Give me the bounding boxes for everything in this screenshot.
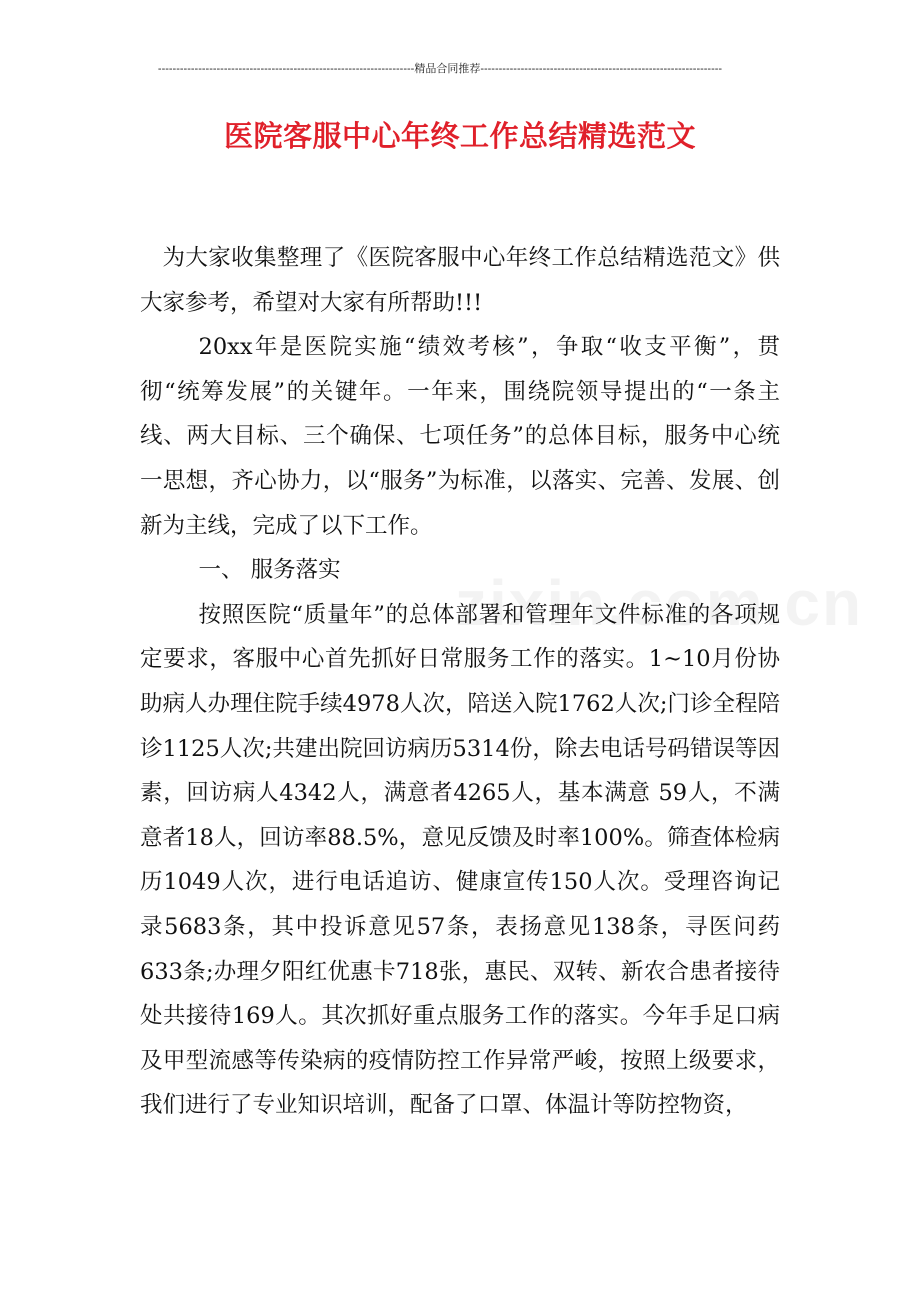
body-paragraph: 20xx年是医院实施“绩效考核”，争取“收支平衡”，贯彻“统筹发展”的关键年。一年来，围绕院领导提出的“一条主线、两大目标、三个确保、七项任务”的总体目标，服务中心统一思想，齐心协力，以“服务”为标准，以落实、完善、发展、创新为主线，完成了以下工作。 <box>140 334 780 539</box>
document-title: 医院客服中心年终工作总结精选范文 <box>223 119 696 153</box>
intro-paragraph: 为大家收集整理了《医院客服中心年终工作总结精选范文》供大家参考，希望对大家有所帮助!!! <box>140 245 780 316</box>
section-heading: 一、 服务落实 <box>198 557 341 584</box>
header-banner: ----------------------------------------------------------------------精品合同推荐------------------------------------------------------------------ <box>157 63 723 75</box>
body-paragraph: 按照医院“质量年”的总体部署和管理年文件标准的各项规定要求，客服中心首先抓好日常服务工作的落实。1~10月份协助病人办理住院手续4978人次，陪送入院1762人次;门诊全程陪诊1125人次;共建出院回访病历5314份，除去电话号码错误等因素，回访病人4342人，满意者4265人，基本满意 59人，不满意者18人，回访率88.5%，意见反馈及时率100%。筛查体检病历1049人次，进行电话追访、健康宣传150人次。受理咨询记录5683条，其中投诉意见57条，表扬意见138条，寻医问药633条;办理夕阳红优惠卡718张，惠民、双转、新农合患者接待处共接待169人。其次抓好重点服务工作的落实。今年手足口病及甲型流感等传染病的疫情防控工作异常严峻，按照上级要求，我们进行了专业知识培训，配备了口罩、体温计等防控物资， <box>140 601 780 1119</box>
document-body <box>140 236 780 1128</box>
